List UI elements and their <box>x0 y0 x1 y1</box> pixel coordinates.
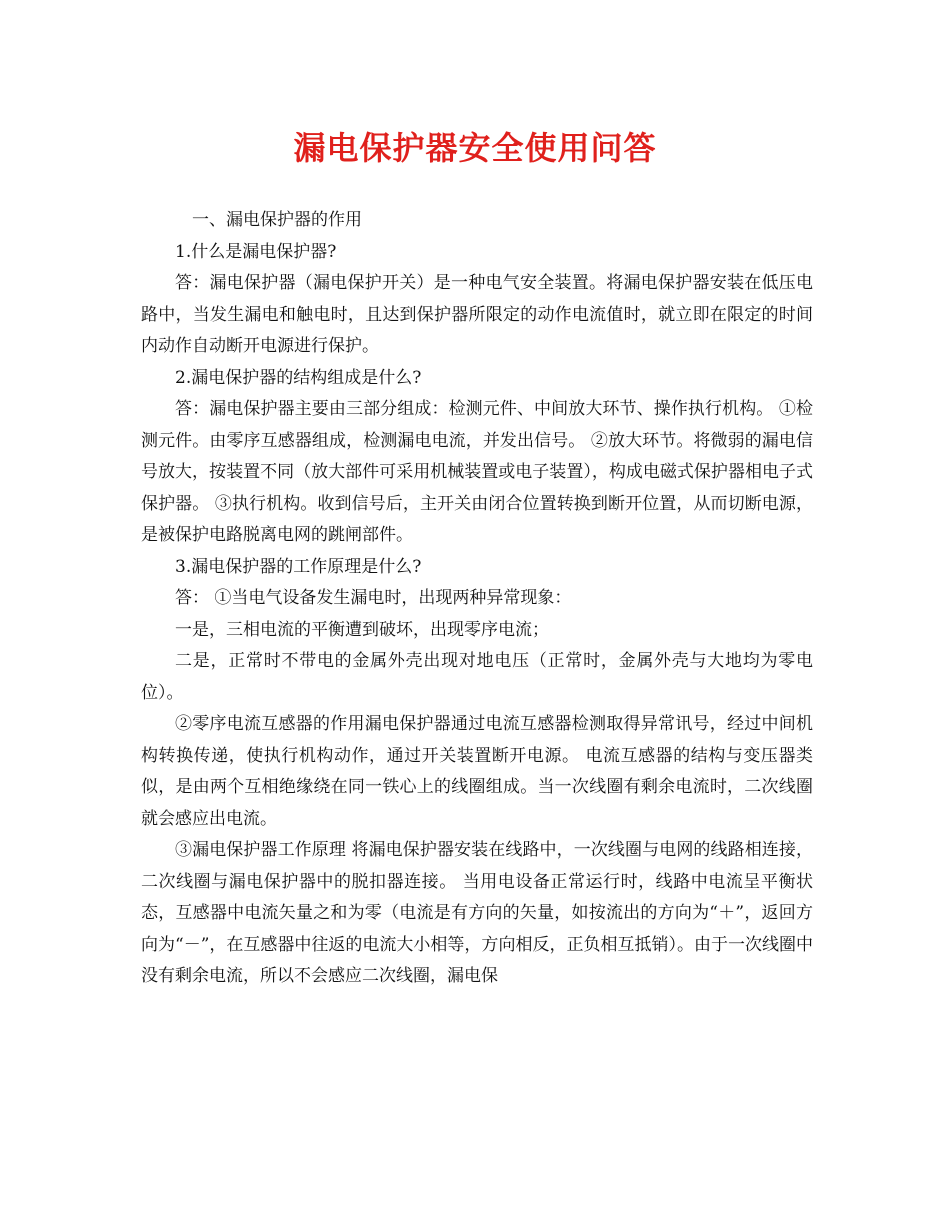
document-title: 漏电保护器安全使用问答 <box>293 129 657 167</box>
answer-3-point-2: 二是，正常时不带电的金属外壳出现对地电压（正常时，金属外壳与大地均为零电位）。 <box>141 651 813 703</box>
question-1: 1.什么是漏电保护器? <box>175 241 337 262</box>
section-heading: 一、漏电保护器的作用 <box>192 210 362 230</box>
answer-1: 答：漏电保护器（漏电保护开关）是一种电气安全装置。将漏电保护器安装在低压电路中，当发生漏电和触电时，且达到保护器所限定的动作电流值时，就立即在限定的时间内动作自动断开电源进行保护。 <box>141 273 813 356</box>
answer-2: 答：漏电保护器主要由三部分组成：检测元件、中间放大环节、操作执行机构。 ①检测元件。由零序互感器组成，检测漏电电流，并发出信号。 ②放大环节。将微弱的漏电信号放大，按装置不同（放大部件可采用机械装置或电子装置），构成电磁式保护器相电子式保护器。 ③执行机构。收到信号后，主开关由闭合位置转换到断开位置，从而切断电源，是被保护电路脱离电网的跳闸部件。 <box>141 399 813 545</box>
question-3: 3.漏电保护器的工作原理是什么? <box>175 556 422 577</box>
answer-3-working-principle: ③漏电保护器工作原理 将漏电保护器安装在线路中，一次线圈与电网的线路相连接，二次线圈与漏电保护器中的脱扣器连接。 当用电设备正常运行时，线路中电流呈平衡状态，互感器中电流矢量之和为零（电流是有方向的矢量，如按流出的方向为“＋”，返回方向为“－”，在互感器中往返的电流大小相等，方向相反，正负相互抵销）。由于一次线圈中没有剩余电流，所以不会感应二次线圈，漏电保 <box>141 840 813 986</box>
answer-3-intro: 答： ①当电气设备发生漏电时，出现两种异常现象： <box>175 588 572 608</box>
question-2: 2.漏电保护器的结构组成是什么? <box>175 367 422 388</box>
document-body <box>141 205 813 993</box>
answer-3-ct-function: ②零序电流互感器的作用漏电保护器通过电流互感器检测取得异常讯号，经过中间机构转换传递，使执行机构动作，通过开关装置断开电源。 电流互感器的结构与变压器类似，是由两个互相绝缘绕在同一铁心上的线圈组成。当一次线圈有剩余电流时，二次线圈就会感应出电流。 <box>141 714 813 829</box>
answer-3-point-1: 一是，三相电流的平衡遭到破坏，出现零序电流； <box>175 619 549 640</box>
